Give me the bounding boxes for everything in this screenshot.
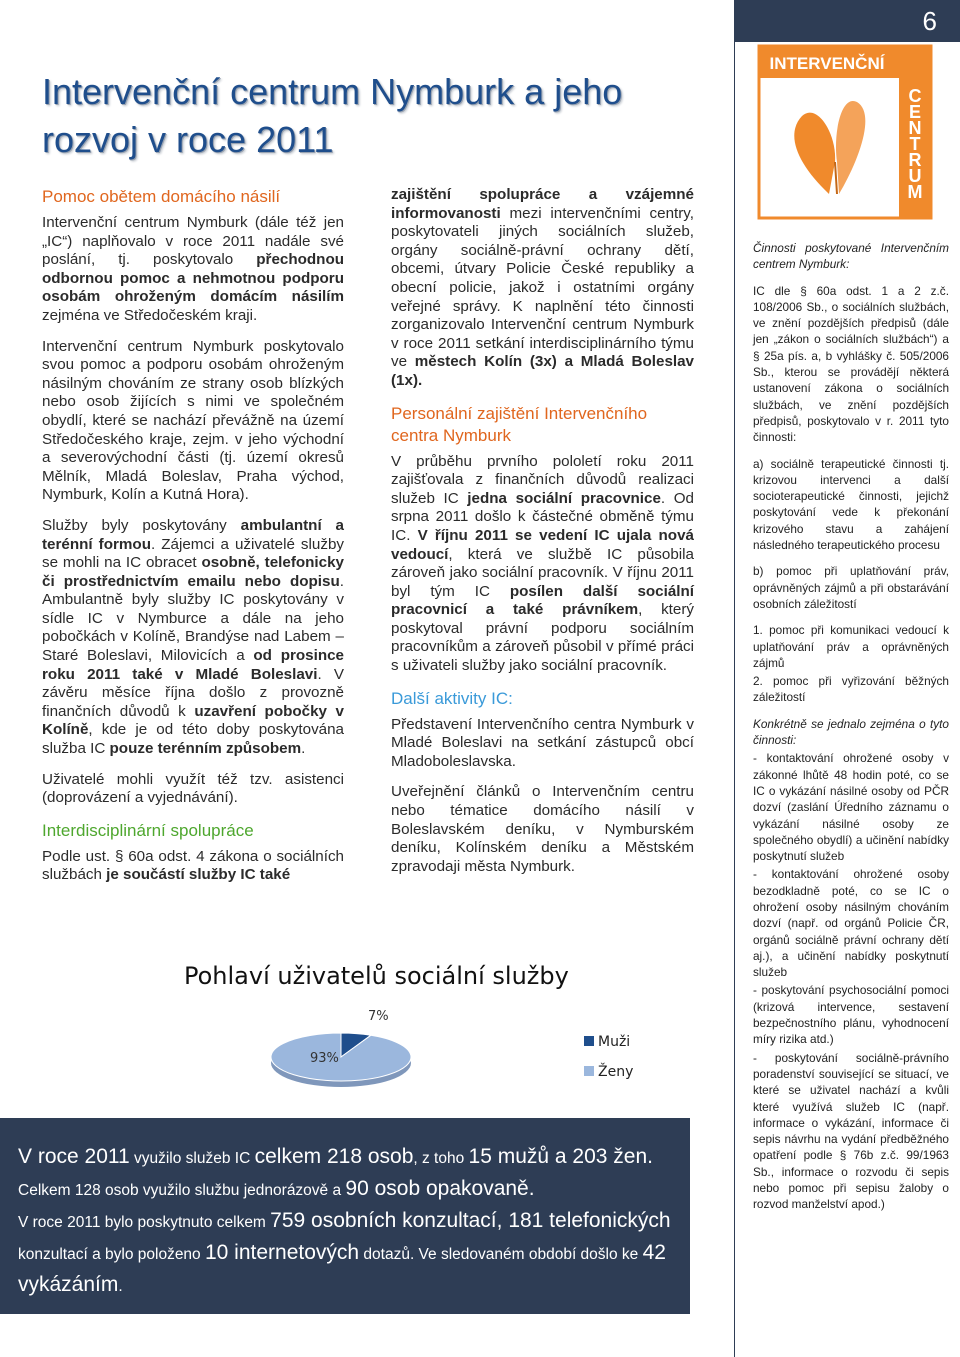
page-number: 6	[922, 6, 937, 36]
pie-label-zeny: 93%	[310, 1051, 339, 1066]
page-title	[42, 68, 722, 164]
sidebar-activity-3: - poskytování psychosociální pomoci (krizová intervence, sestavení bezpečnostního plánu, vyhodnocení míry rizika atd.)	[753, 983, 949, 1047]
text: Služby byly poskytovány	[42, 516, 241, 534]
sidebar-law: IC dle § 60a odst. 1 a 2 z.č. 108/2006 Sb., o sociálních službách, ve znění pozdějších předpisů (dále jen „zákon o sociálních službách“) a § 25a pís. a, b vyhlášky č. 505/2006 Sb., kterou se provádějí některá ustanovení zákona o sociálních službách, ve znění pozdějších předpisů, poskytovalo v r. 2011 tyto činnosti:	[753, 283, 949, 445]
middle-column	[391, 186, 694, 888]
paragraph-region: Intervenční centrum Nymburk poskytovalo svou pomoc a podporu osobám ohroženým násilným chováním ze strany osob blízkých nebo osob žijících s nimi ve společném obydlí, které se nachází převážně na území Středočeského kraje, zejm. v jeho východní a severovýchodní části (tj. území okresů Mělník, Mladá Boleslav, Praha východ, Nymburk, Kolín a Kutná Hora).	[42, 337, 344, 504]
stat-year: V roce 2011	[18, 1145, 130, 1168]
text: .	[301, 740, 306, 758]
paragraph-presentation: Představení Intervenčního centra Nymburk v Mladé Boleslavi na setkání zástupců obcí Mladoboleslavska.	[391, 715, 694, 770]
legend-label-ženy: Ženy	[598, 1064, 634, 1080]
heading-domestic-violence: Pomoc obětem domácího násilí	[42, 187, 281, 206]
stat-evictions: 42 vykázáním	[18, 1241, 666, 1296]
heading-personnel: Personální zajištění Intervenčního centra Nymburk	[391, 403, 648, 445]
title-line-1: Intervenční centrum Nymburk a jeho	[42, 71, 623, 112]
text: zejména ve Středočeském kraji.	[42, 306, 258, 324]
statistics-text	[18, 1142, 678, 1302]
text-bold: přechodnou odbornou pomoc a nehmotnou podporu osobám ohroženým domácím násilím	[42, 251, 344, 306]
paragraph-mission	[42, 214, 344, 326]
sidebar-item-b: b) pomoc při uplatňování práv, oprávněných zájmů a při obstarávání osobních záležitostí	[753, 564, 949, 611]
chart-title: Pohlaví uživatelů sociální služby	[184, 962, 569, 990]
stat-repeat: 90 osob opakovaně.	[345, 1177, 535, 1200]
stat-internet: 10 internetových	[204, 1241, 360, 1264]
text: mezi intervenčními centry, poskytovateli jiných sociálních služeb, orgány sociálně-právní ochrany dětí, obcemi, útvary Policie České republiky a obecní policie, jakož i ostatními orgány veřejné správy. K naplnění této činnosti zorganizovalo Intervenční centrum Nymburk v roce 2011 setkání interdisciplinárního týmu ve	[391, 204, 694, 371]
paragraph-law	[42, 848, 344, 885]
sidebar-content	[753, 240, 949, 1223]
paragraph-services	[42, 517, 344, 759]
sidebar-activity-1: - kontaktování ohrožené osoby v zákonné lhůtě 48 hodin poté, co se IC o vykázání násilné osoby od PČR dozví (zaslání Úředního záznamu o vykázání násilné osoby ze společného obydlí) a učinění nabídky poskytnutí služeb	[753, 751, 949, 864]
pie-chart-svg	[176, 960, 646, 1110]
text: . Ambulantně byly služby IC poskytovány v sídle IC v Nymburce a dále na jeho pobočkách v Kolíně, Brandýse nad Labem – Staré Boleslavi, Milovicích a	[42, 572, 344, 665]
paragraph-assistance: Uživatelé mohli využít též tzv. asistenci (doprovázení a vyjednávání).	[42, 770, 344, 807]
sidebar-header-bar	[735, 0, 960, 42]
text-bold: V říjnu 2011 se vedení IC ujala nová vedoucí	[391, 526, 694, 563]
stat-consultations: 759 osobních konzultací, 181 telefonických	[270, 1209, 671, 1232]
text: . Zájemci a uživatelé služby se mohli na IC obracet	[42, 535, 344, 572]
logo	[757, 44, 933, 220]
stat-total: celkem 218 osob	[254, 1145, 414, 1168]
text-bold: je součástí služby IC také	[106, 866, 291, 884]
paragraph-personnel	[391, 453, 694, 676]
pie-label-muzi: 7%	[368, 1009, 389, 1024]
text: , kde je od této doby poskytována služba IC	[42, 721, 344, 758]
gender-chart	[176, 960, 646, 1110]
statistics-box	[0, 1118, 690, 1314]
text-bold: uzavření pobočky v Kolíně	[42, 702, 344, 739]
left-column	[42, 186, 344, 897]
text: , který poskytoval právní podporu sociálním pracovníkům a zároveň působil v přímé práci s uživateli služby jako sociální pracovník.	[391, 601, 694, 675]
text: . V závěru měsíce října došlo z provozně finančních důvodů k	[42, 665, 344, 720]
pie-slice-ženy	[271, 1033, 411, 1081]
text-bold: od prosince roku 2011 také v Mladé Boleslavi	[42, 647, 345, 683]
text: . Od srpna 2011 došlo k částečné obměně týmu IC.	[391, 489, 695, 544]
sidebar-concrete: Konkrétně se jednalo zejména o tyto činnosti:	[753, 716, 949, 748]
butterfly-icon	[757, 44, 933, 220]
text-bold: zajištění spolupráce a vzájemné informovanosti	[391, 186, 694, 222]
text: , která ve službě IC působila zároveň jako sociální pracovník. V říjnu 2011 byl tým IC	[391, 545, 694, 600]
sidebar-item-2: 2. pomoc při vyřizování běžných záležitostí	[753, 674, 949, 705]
paragraph-cooperation	[391, 186, 694, 391]
sidebar-item-a: a) sociálně terapeutické činnosti tj. krizovou intervenci a další socioterapeutické činnosti, jejichž poskytování vede k překonání krizového stavu a zahájení následného terapeutického procesu	[753, 456, 949, 553]
sidebar	[734, 0, 960, 1357]
text-bold: ambulantní a terénní formou	[42, 516, 344, 553]
sidebar-item-1: 1. pomoc při komunikaci vedoucí k uplatňování práv a oprávněných zájmů	[753, 623, 949, 670]
legend-swatch-ženy	[584, 1066, 594, 1076]
logo-text-side	[908, 86, 923, 202]
title-line-2: rozvoj v roce 2011	[42, 119, 334, 160]
heading-interdisciplinary: Interdisciplinární spolupráce	[42, 820, 254, 840]
text: V roce 2011 bylo poskytnuto celkem	[18, 1214, 271, 1231]
heading-other-activities: Další aktivity IC:	[391, 688, 513, 708]
sidebar-activity-2: - kontaktování ohrožené osoby bezodkladně poté, co se IC o ohrožení osoby násilným chováním dozví (např. od orgánů Policie ČR, orgánů sociálně právní ochrany dětí aj.), a učinění nabídky poskytnutí služeb	[753, 867, 949, 980]
text-bold: osobně, telefonicky či prostřednictvím emailu nebo dopisu	[42, 554, 344, 590]
sidebar-activity-4: - poskytování sociálně-právního poradenství související se situací, ve které se uživatel nachází a kvůli které využívá služeb IC (např. informace o vykázání, informace či sepis návrhu na vydání předběžného opatření podle § 76b z.č. 99/1963 Sb., informace o rozvodu či sepis nebo pomoc při sepisu žaloby o rozvod manželství apod.)	[753, 1050, 949, 1212]
text: .	[118, 1278, 123, 1295]
text: konzultací a bylo položeno	[18, 1246, 205, 1263]
legend-swatch-muži	[584, 1036, 594, 1046]
text-bold: pouze terénním způsobem	[109, 740, 302, 758]
stat-gender: 15 mužů a 203 žen.	[468, 1145, 653, 1168]
text: dotazů. Ve sledovaném období došlo ke	[359, 1246, 643, 1263]
text: , z toho	[413, 1150, 469, 1167]
text: V průběhu prvního pololetí roku 2011 zajišťovala z finančních důvodů realizaci služeb IC	[391, 452, 694, 507]
text-bold: jedna sociální pracovnice	[467, 489, 661, 507]
text-bold: posílen další sociální pracovnicí a také právníkem	[391, 582, 694, 619]
legend-label-muži: Muži	[598, 1034, 631, 1050]
logo-side-letters: C E N T R U M	[907, 86, 923, 202]
text: Podle ust. § 60a odst. 4 zákona o sociálních službách	[42, 847, 344, 884]
text: Intervenční centrum Nymburk (dále též jen „IC“) naplňovalo v roce 2011 nadále své poslání, tj. poskytovalo	[42, 214, 344, 269]
text-bold: městech Kolín (3x) a Mladá Boleslav (1x).	[391, 353, 694, 389]
sidebar-intro: Činnosti poskytované Intervenčním centrem Nymburk:	[753, 241, 949, 272]
text: využilo služeb IC	[129, 1150, 255, 1167]
text: Celkem 128 osob využilo službu jednorázově a	[18, 1182, 346, 1199]
paragraph-articles: Uveřejnění článků o Intervenčním centru nebo tématice domácího násilí v Boleslavském deníku, v Nymburském deníku, Kolínském deníku a Městském zpravodaji města Nymburk.	[391, 783, 694, 875]
logo-text-top: INTERVENČNÍ	[769, 54, 885, 73]
